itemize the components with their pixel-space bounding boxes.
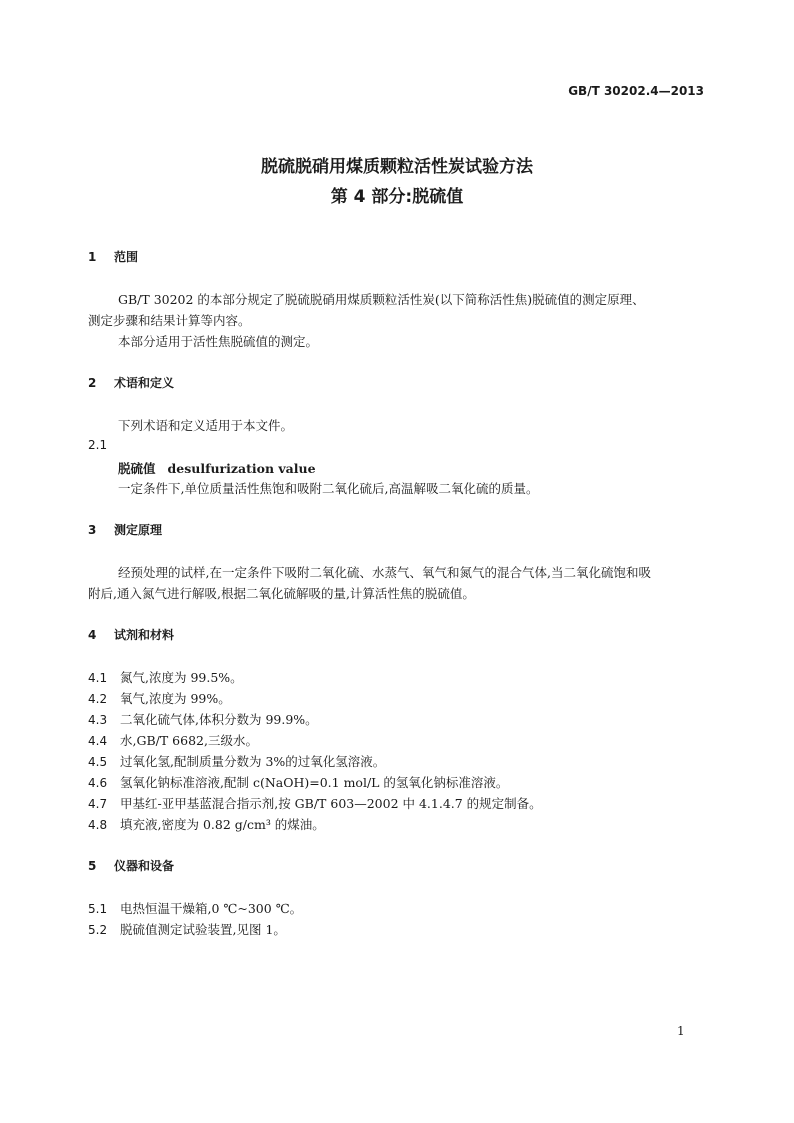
list-item: 4.7 甲基红-亚甲基蓝混合指示剂,按 GB/T 603—2002 中 4.1.4.7 的规定制备。 [88, 796, 542, 811]
section-heading-4 [88, 626, 174, 643]
list-item: 4.6 氢氧化钠标准溶液,配制 c(NaOH)=0.1 mol/L 的氢氧化钠标准溶液。 [88, 775, 509, 790]
section-title: 术语和定义 [114, 376, 175, 390]
section-heading-2 [88, 374, 174, 391]
section-title: 测定原理 [114, 523, 163, 537]
list-item: 4.8 填充液,密度为 0.82 g/cm³ 的煤油。 [88, 817, 325, 832]
paragraph: 经预处理的试样,在一定条件下吸附二氧化硫、水蒸气、氧气和氮气的混合气体,当二氧化硫饱和吸 [118, 565, 651, 580]
definition-number: 2.1 [88, 438, 108, 452]
paragraph: 本部分适用于活性焦脱硫值的测定。 [118, 334, 319, 349]
document-title-line1: 脱硫脱硝用煤质颗粒活性炭试验方法 [261, 157, 533, 177]
list-item: 4.4 水,GB/T 6682,三级水。 [88, 733, 258, 748]
section-number: 5 [88, 859, 97, 873]
section-heading-5 [88, 857, 174, 874]
paragraph: 测定步骤和结果计算等内容。 [88, 313, 251, 328]
list-item: 5.1 电热恒温干燥箱,0 ℃~300 ℃。 [88, 901, 303, 916]
section-number: 2 [88, 376, 97, 390]
list-item: 4.2 氧气,浓度为 99%。 [88, 691, 231, 706]
paragraph: 下列术语和定义适用于本文件。 [118, 418, 294, 433]
list-item: 4.5 过氧化氢,配制质量分数为 3%的过氧化氢溶液。 [88, 754, 386, 769]
section-title: 试剂和材料 [114, 628, 175, 642]
term-english: desulfurization value [167, 461, 316, 476]
standard-number: GB/T 30202.4—2013 [568, 84, 704, 98]
page-number: 1 [677, 1024, 685, 1038]
list-item: 4.1 氮气,浓度为 99.5%。 [88, 670, 243, 685]
section-title: 范围 [114, 250, 139, 264]
term-entry [118, 458, 316, 477]
section-heading-1 [88, 248, 138, 265]
section-number: 1 [88, 250, 97, 264]
list-item: 4.3 二氧化硫气体,体积分数为 99.9%。 [88, 712, 318, 727]
section-number: 4 [88, 628, 97, 642]
document-title-line2: 第 4 部分:脱硫值 [330, 187, 464, 207]
term-chinese: 脱硫值 [118, 461, 156, 476]
section-title: 仪器和设备 [114, 859, 175, 873]
section-number: 3 [88, 523, 97, 537]
definition-text: 一定条件下,单位质量活性焦饱和吸附二氧化硫后,高温解吸二氧化硫的质量。 [118, 481, 539, 496]
list-item: 5.2 脱硫值测定试验装置,见图 1。 [88, 922, 286, 937]
section-heading-3 [88, 521, 162, 538]
paragraph: GB/T 30202 的本部分规定了脱硫脱硝用煤质颗粒活性炭(以下简称活性焦)脱硫值的测定原理、 [118, 292, 645, 307]
paragraph: 附后,通入氮气进行解吸,根据二氧化硫解吸的量,计算活性焦的脱硫值。 [88, 586, 475, 601]
